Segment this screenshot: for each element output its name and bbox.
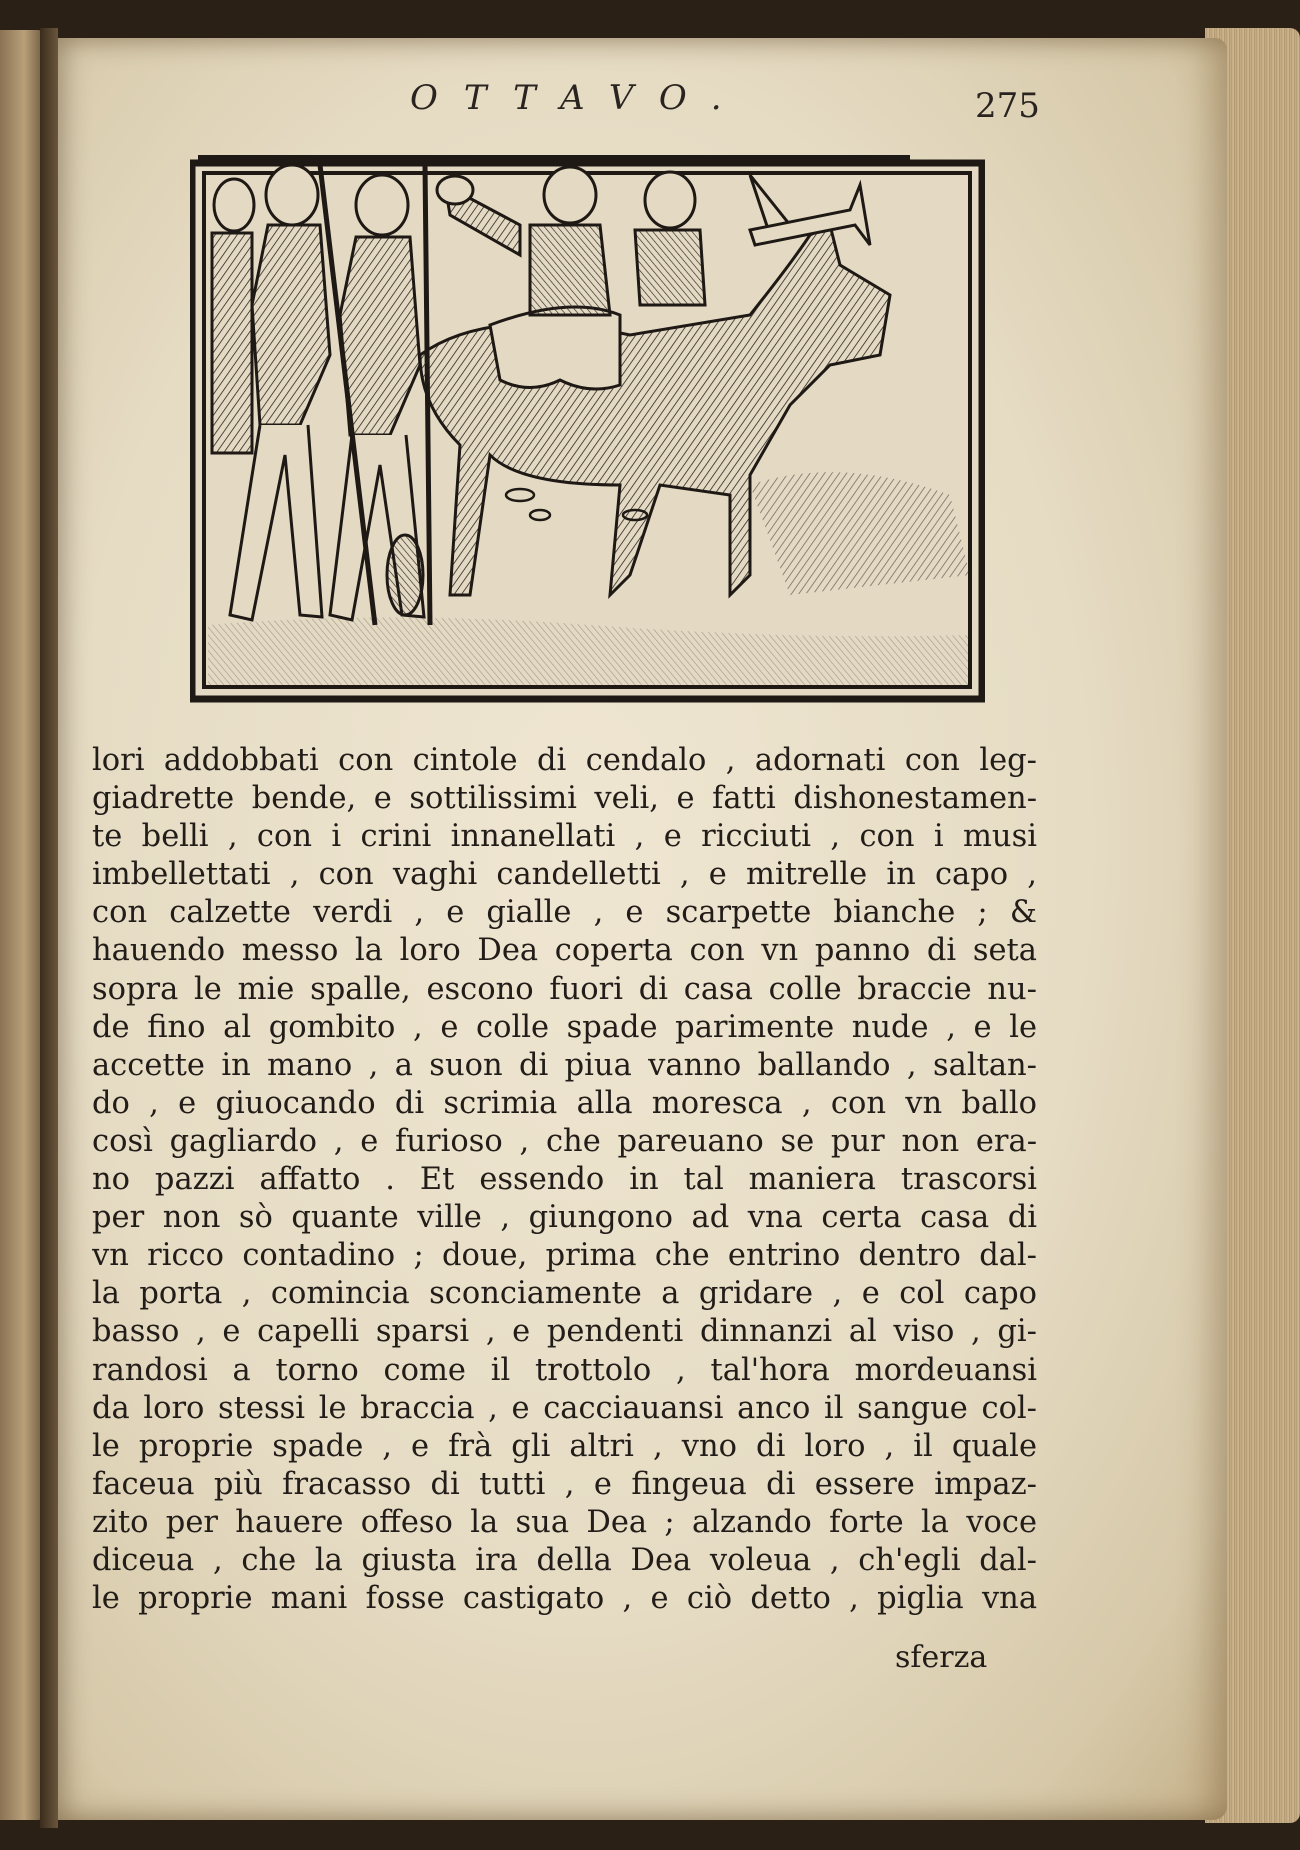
text-line: così gagliardo , e furioso , che pareuano se pur non era- bbox=[92, 1123, 1037, 1159]
body-text bbox=[92, 742, 1037, 1618]
woodcut-procession-icon bbox=[190, 155, 985, 705]
text-line: imbellettati , con vaghi candelletti , e mitrelle in capo , bbox=[92, 857, 1037, 893]
text-line: le proprie mani fosse castigato , e ciò detto , piglia vna bbox=[92, 1581, 1037, 1617]
left-page-edge bbox=[0, 30, 44, 1820]
text-line: vn ricco contadino ; doue, prima che entrino dentro dal- bbox=[92, 1238, 1037, 1274]
text-line: con calzette verdi , e gialle , e scarpette bianche ; & bbox=[92, 895, 1037, 931]
text-line: giadrette bende, e sottilissimi veli, e fatti dishonestamen- bbox=[92, 781, 1037, 817]
text-line: sopra le mie spalle, escono fuori di casa colle braccie nu- bbox=[92, 971, 1037, 1007]
text-line: accette in mano , a suon di piua vanno ballando , saltan- bbox=[92, 1047, 1037, 1083]
text-line: randosi a torno come il trottolo , tal'hora mordeuansi bbox=[92, 1352, 1037, 1388]
text-line: zito per hauere offeso la sua Dea ; alzando forte la voce bbox=[92, 1504, 1037, 1540]
text-line: per non sò quante ville , giungono ad vna certa casa di bbox=[92, 1200, 1037, 1236]
text-line: no pazzi affatto . Et essendo in tal maniera trascorsi bbox=[92, 1162, 1037, 1198]
text-line: lori addobbati con cintole di cendalo , adornati con leg- bbox=[92, 743, 1037, 778]
book-gutter bbox=[40, 28, 58, 1828]
text-line: basso , e capelli sparsi , e pendenti dinnanzi al viso , gi- bbox=[92, 1314, 1037, 1350]
text-line: hauendo messo la loro Dea coperta con vn panno di seta bbox=[92, 933, 1037, 969]
text-line: diceua , che la giusta ira della Dea voleua , ch'egli dal- bbox=[92, 1542, 1037, 1578]
text-line: le proprie spade , e frà gli altri , vno di loro , il quale bbox=[92, 1428, 1037, 1464]
text-line: la porta , comincia sconciamente a gridare , e col capo bbox=[92, 1276, 1037, 1312]
catchword: sferza bbox=[895, 1640, 988, 1675]
text-line: de fino al gombito , e colle spade parimente nude , e le bbox=[92, 1009, 1037, 1045]
text-line: do , e giuocando di scrimia alla moresca , con vn ballo bbox=[92, 1085, 1037, 1121]
running-head: OTTAVO. bbox=[410, 78, 748, 118]
text-line: da loro stessi le braccia , e cacciauansi anco il sangue col- bbox=[92, 1390, 1037, 1426]
text-line: faceua più fracasso di tutti , e fingeua di essere impaz- bbox=[92, 1466, 1037, 1502]
page-number: 275 bbox=[975, 86, 1040, 126]
text-line: te belli , con i crini innanellati , e ricciuti , con i musi bbox=[92, 819, 1037, 855]
